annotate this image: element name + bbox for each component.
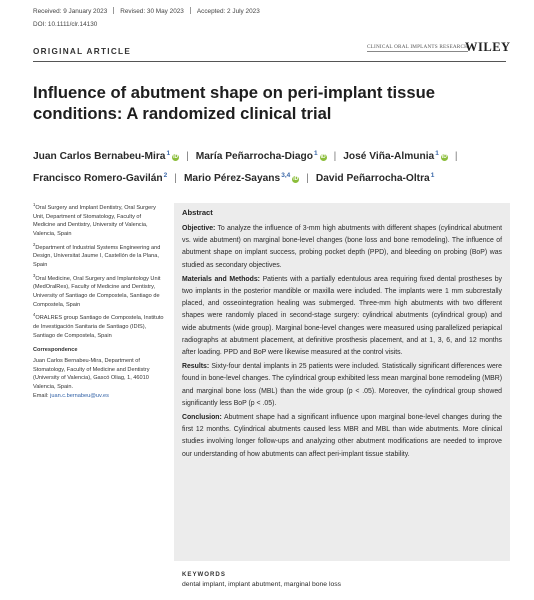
publisher-logo: WILEY [465,40,511,54]
divider [190,7,191,14]
orcid-icon[interactable]: iD [320,154,326,160]
accepted-date: Accepted: 2 July 2023 [196,8,260,15]
doi-link[interactable]: DOI: 10.1111/clr.14130 [33,21,98,28]
correspondence-heading: Correspondence [33,347,78,354]
author[interactable]: Francisco Romero-Gavilán$^2$ [33,172,168,184]
abstract-body [182,223,502,463]
abstract-section: Results: Sixty-four dental implants in 25 patients were included. Statistically significant differences were found in bone-level changes. The cylindrical group exhibited less mean marginal bone remodeling (MBR) and marginal bone loss (MBL) than the wide group (p < .05). Moreover, the cylindrical group showed significantly less BoP (p < .05). [182,363,502,407]
affiliation: $^4$ORALRES group Santiago de Compostela, Instituto de Investigación Sanitaria de Santiago (IDIS), Santiago de Compostela, Spain [33,312,164,339]
keywords-list: dental implant, implant abutment, marginal bone loss [182,581,342,588]
revised-date: Revised: 30 May 2023 [120,8,184,15]
author[interactable]: Juan Carlos Bernabeu-Mira$^1$ iD [33,150,179,162]
header-rule [33,61,506,62]
orcid-icon[interactable]: iD [293,176,299,182]
divider [113,7,114,14]
orcid-icon[interactable]: iD [173,154,179,160]
publication-dates [33,7,260,15]
received-date: Received: 9 January 2023 [33,8,108,15]
article-type: ORIGINAL ARTICLE [33,47,132,56]
affiliations-column [33,201,165,403]
abstract-section: Conclusion: Abutment shape had a significant influence upon marginal bone-level changes during the first 12 months. Cylindrical abutments caused less MBR and MBL than wide abutments. More clinical studies involving longer follow-ups and analyzing other abutment modifications are needed to improve our understanding of how abutments can affect peri-implant tissue stability. [182,414,502,458]
journal-name: CLINICAL ORAL IMPLANTS RESEARCH [367,44,469,50]
article-title: Influence of abutment shape on peri-implant tissue conditions: A randomized clinical trial [33,83,435,123]
email-link[interactable]: juan.c.bernabeu@uv.es [50,392,109,399]
affiliation: $^1$Oral Surgery and Implant Dentistry, Oral Surgery Unit, Department of Stomatology, Faculty of Medicine and Dentistry, University of Valencia, Valencia, Spain [33,202,156,237]
correspondence-text: Juan Carlos Bernabeu-Mira, Department of Stomatology, Faculty of Medicine and Dentistry (University of Valencia), Gascó Oliag, 1, 46010 Valencia, Spain. Email: juan.c.bernabeu@uv.es [33,357,150,399]
author[interactable]: José Viña-Almunia$^1$ iD [343,150,447,162]
author[interactable]: María Peñarrocha-Diago$^1$ iD [195,150,326,162]
author[interactable]: David Peñarrocha-Oltra$^1$ [315,172,435,184]
abstract-heading: Abstract [182,208,213,217]
orcid-icon[interactable]: iD [441,154,447,160]
abstract-section: Objective: To analyze the influence of 3-mm high abutments with different shapes (cylindrical abutment vs. wide abutment) on marginal bone-level changes (bone loss and bone remodeling). The influence of abutment shape on implant success, probing pocket depth (PPD), and bleeding on probing (BoP) was studied as secondary objectives. [182,225,502,269]
affiliation: $^3$Oral Medicine, Oral Surgery and Implantology Unit (MedOralRes), Faculty of Medicine and Dentistry, University of Santiago de Compostela, Santiago de Compostela, Spain [33,272,161,308]
author[interactable]: Mario Pérez-Sayans$^{3,4}$ iD [183,172,299,184]
author-list: Juan Carlos Bernabeu-Mira$^1$ iD | María Peñarrocha-Diago$^1$ iD | José Viña-Almunia$^1$ iD | Francisco Romero-Gavilán$^2$ | Mario Pérez-Sayans$^{3,4}$ iD | David Peñarrocha-Oltra$^1$ [33,150,458,184]
affiliation: $^2$Department of Industrial Systems Engineering and Design, Universitat Jaume I, Castellón de la Plana, Spain [33,241,161,268]
abstract-section: Materials and Methods: Patients with a partially edentulous area requiring fixed dental prostheses by two implants in the posterior mandible or maxilla were included. The implants were 1 mm subcrestally placed, and osseointegration healing was submerged. Three-mm high abutments with two different shapes were randomly placed in second-stage surgery: cylindrical abutments (cylindrical group) and wide abutments (wide group). Marginal bone-level changes were measured using parallelized periapical radiographs at abutment placement, at definitive prosthesis placement, and at 1, 3, 6, and 12 months after loading. PPD and BoP were likewise measured at the control visits. [182,275,502,357]
keywords-heading: KEYWORDS [182,571,226,578]
